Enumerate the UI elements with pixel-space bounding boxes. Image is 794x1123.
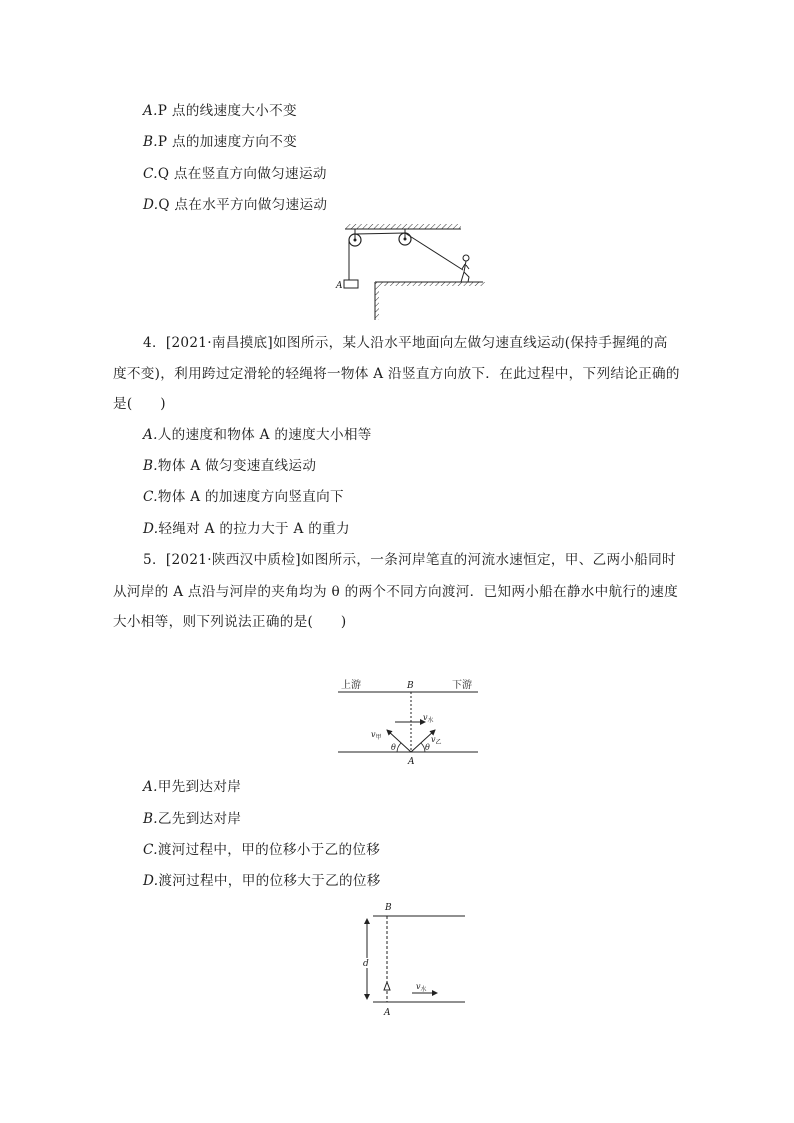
label-point-b: B	[407, 681, 414, 691]
label-v-yi: $v_乙$	[431, 735, 442, 746]
label-point-a: A	[408, 757, 415, 767]
q5-option-a: A.甲先到达对岸	[143, 779, 242, 795]
q3-option-d: D.Q 点在水平方向做匀速运动	[143, 197, 328, 213]
person-icon	[461, 255, 469, 282]
pulley-label-a: A	[336, 281, 343, 291]
q4-stem-line-3: 是( )	[113, 396, 166, 412]
label-downstream: 下游	[452, 680, 472, 691]
q5-stem-line-2: 从河岸的 A 点沿与河岸的夹角均为 θ 的两个不同方向渡河．已知两小船在静水中航行的速度	[113, 584, 679, 600]
answer-figure	[355, 898, 470, 1018]
q3-option-a: A.P 点的线速度大小不变	[143, 103, 297, 119]
label-v-water: $v_水$	[423, 713, 434, 724]
label-upstream: 上游	[341, 680, 361, 691]
q5-stem-line-3: 大小相等，则下列说法正确的是( )	[113, 614, 347, 630]
q4-stem-line-2: 度不变)，利用跨过定滑轮的轻绳将一物体 A 沿竖直方向放下．在此过程中，下列结论正确的	[113, 366, 680, 382]
q4-option-d: D.轻绳对 A 的拉力大于 A 的重力	[143, 521, 350, 537]
q4-stem-line-1: 4．[2021·南昌摸底]如图所示，某人沿水平地面向左做匀速直线运动(保持手握绳的高	[143, 335, 668, 351]
q3-option-c: C.Q 点在竖直方向做匀速运动	[143, 166, 327, 182]
q5-stem-line-1: 5．[2021·陕西汉中质检]如图所示，一条河岸笔直的河流水速恒定，甲、乙两小船同时	[143, 552, 676, 568]
q5-option-b: B.乙先到达对岸	[143, 811, 242, 827]
q4-option-b: B.物体 A 做匀变速直线运动	[143, 458, 317, 474]
river-crossing-figure	[335, 675, 485, 767]
q4-option-c: C.物体 A 的加速度方向竖直向下	[143, 489, 344, 505]
answer-label-d: d	[363, 959, 369, 969]
q3-option-b: B.P 点的加速度方向不变	[143, 134, 298, 150]
q5-option-c: C.渡河过程中，甲的位移小于乙的位移	[143, 842, 381, 858]
q4-option-a: A.人的速度和物体 A 的速度大小相等	[143, 427, 372, 443]
label-v-jia: $v_甲$	[371, 730, 382, 741]
label-theta-left: θ	[391, 743, 396, 752]
q5-option-d: D.渡河过程中，甲的位移大于乙的位移	[143, 873, 381, 889]
pulley-figure	[335, 222, 485, 322]
label-theta-right: θ	[425, 743, 430, 752]
answer-label-a: A	[384, 1008, 391, 1018]
answer-label-v-water: $v_水$	[416, 982, 427, 993]
answer-label-b: B	[385, 903, 392, 913]
